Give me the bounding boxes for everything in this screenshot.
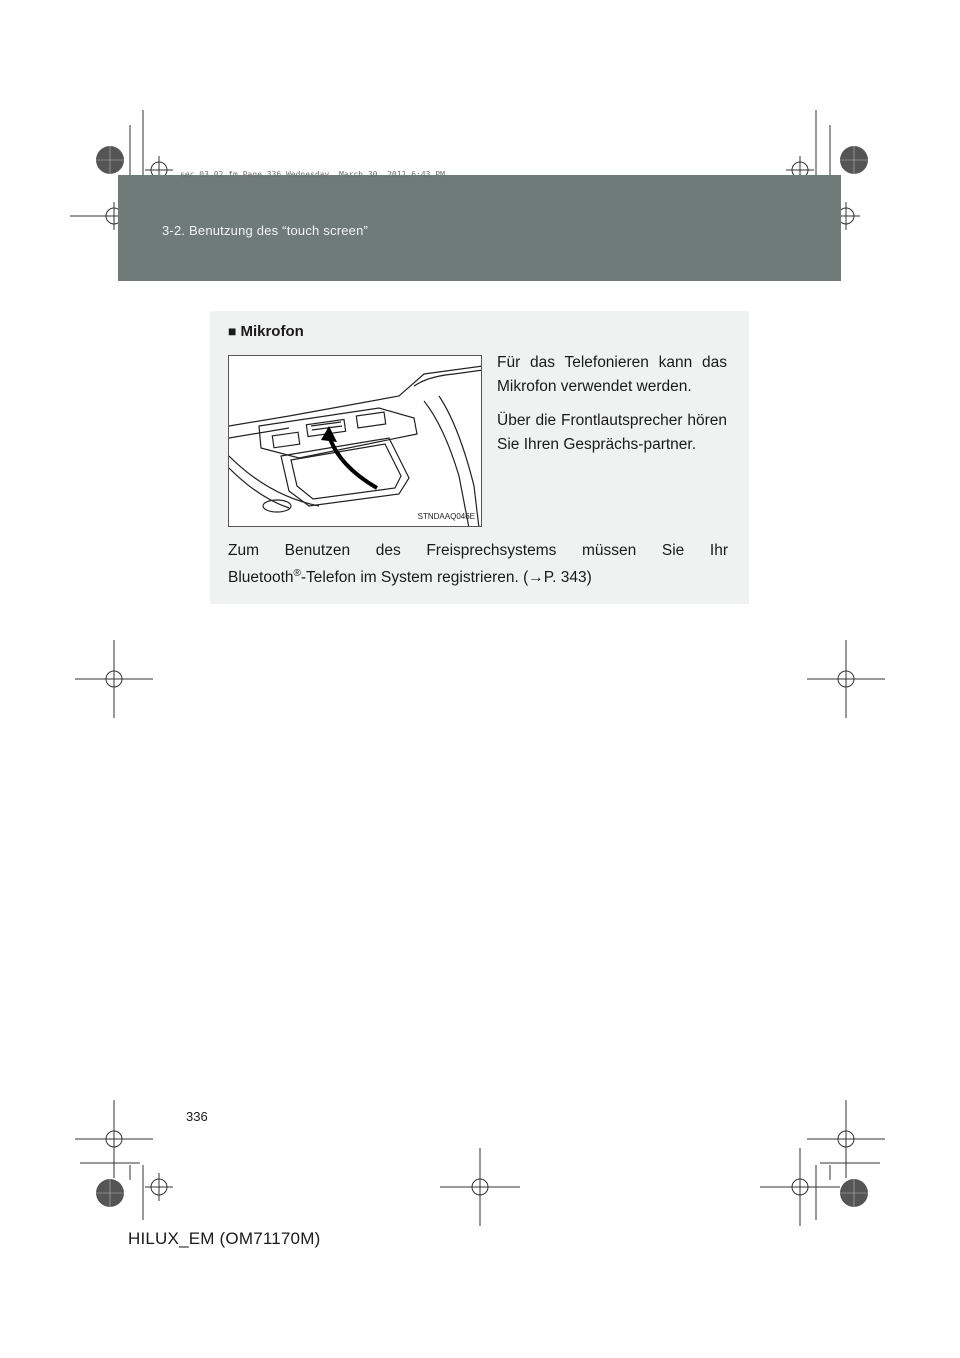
paragraph-usage: Für das Telefonieren kann das Mikrofon verwendet werden. — [497, 354, 727, 395]
registration-note — [228, 539, 728, 589]
overhead-console-drawing — [229, 356, 482, 527]
section-heading — [228, 323, 304, 340]
microphone-illustration — [228, 355, 482, 527]
heading-text: Mikrofon — [240, 323, 304, 340]
brand-name: Bluetooth — [228, 569, 294, 587]
manual-code: HILUX_EM (OM71170M) — [128, 1229, 321, 1248]
header-band — [118, 175, 841, 281]
print-info: sec_03_02.fm Page 336 Wednesday, March 30, 2011 6:43 PM — [180, 170, 445, 179]
note-line-1: Zum Benutzen des Freisprechsystems müssen Sie Ihr — [228, 542, 728, 559]
content-box — [210, 311, 749, 604]
section-title: 3-2. Benutzung des “touch screen” — [162, 223, 369, 238]
figure-code: STNDAAQ046E — [417, 512, 475, 521]
side-text — [497, 351, 727, 467]
note-line-2 — [228, 562, 728, 589]
square-bullet-icon: ■ — [228, 323, 237, 339]
page-number: 336 — [186, 1109, 208, 1124]
registered-mark: ® — [293, 568, 301, 579]
paragraph-speakers: Über die Frontlautsprecher hören Sie Ihren Gesprächs-partner. — [497, 412, 727, 453]
note-reference: -Telefon im System registrieren. (→P. 343) — [300, 569, 592, 587]
